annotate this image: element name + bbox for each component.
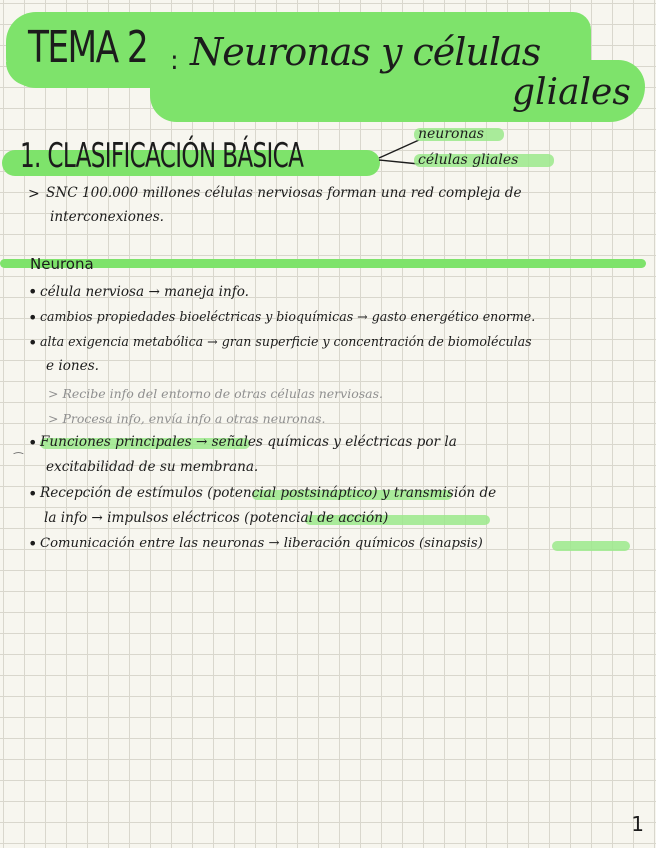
- title-separator: :: [170, 46, 179, 76]
- bullet-dot-5: •: [28, 484, 38, 503]
- note-marker: >: [28, 186, 40, 202]
- sub-note-2: > Procesa info, envía info a otras neuronas.: [48, 411, 326, 426]
- note-line-2: interconexiones.: [50, 209, 165, 225]
- neurona-bullet-1: célula nerviosa → maneja info.: [40, 284, 249, 300]
- communication-line: Comunicación entre las neuronas → liberación químicos (sinapsis): [40, 536, 483, 551]
- neurona-bullet-3: alta exigencia metabólica → gran superficie y concentración de biomoléculas: [40, 334, 532, 349]
- sparkle-mark: ⁀: [14, 452, 23, 465]
- title-tema: TEMA 2: [28, 22, 148, 73]
- title-subject-line1: Neuronas y células: [190, 30, 541, 74]
- title-subject-line2: gliales: [512, 72, 631, 113]
- neurona-bullet-2: cambios propiedades bioeléctricas y bioquímicas → gasto energético enorme.: [40, 309, 536, 324]
- neurona-bullet-3-cont: e iones.: [46, 358, 99, 374]
- note-line-1: SNC 100.000 millones células nerviosas forman una red compleja de: [46, 185, 522, 201]
- branch-celulas-gliales: células gliales: [418, 152, 519, 168]
- bullet-dot-2: •: [28, 308, 38, 327]
- bullet-dot-6: •: [28, 534, 38, 553]
- functions-line-2: excitabilidad de su membrana.: [46, 459, 259, 475]
- section1-heading: 1. CLASIFICACIÓN BÁSICA: [20, 136, 304, 176]
- bullet-dot-3: •: [28, 333, 38, 352]
- communication-highlight: [552, 541, 630, 551]
- reception-line-1: Recepción de estímulos (potencial postsináptico) y transmisión de: [40, 485, 497, 501]
- branch-neuronas: neuronas: [418, 126, 484, 142]
- page-number: 1: [631, 812, 644, 836]
- neurona-highlight: [0, 259, 646, 268]
- sub-note-1: > Recibe info del entorno de otras células nerviosas.: [48, 386, 383, 401]
- neurona-heading: Neurona: [30, 255, 94, 273]
- bullet-dot-4: •: [28, 433, 38, 452]
- bullet-dot-1: •: [28, 282, 38, 301]
- reception-line-2: la info → impulsos eléctricos (potencial de acción): [44, 510, 389, 526]
- functions-line-1: Funciones principales → señales químicas y eléctricas por la: [40, 434, 457, 450]
